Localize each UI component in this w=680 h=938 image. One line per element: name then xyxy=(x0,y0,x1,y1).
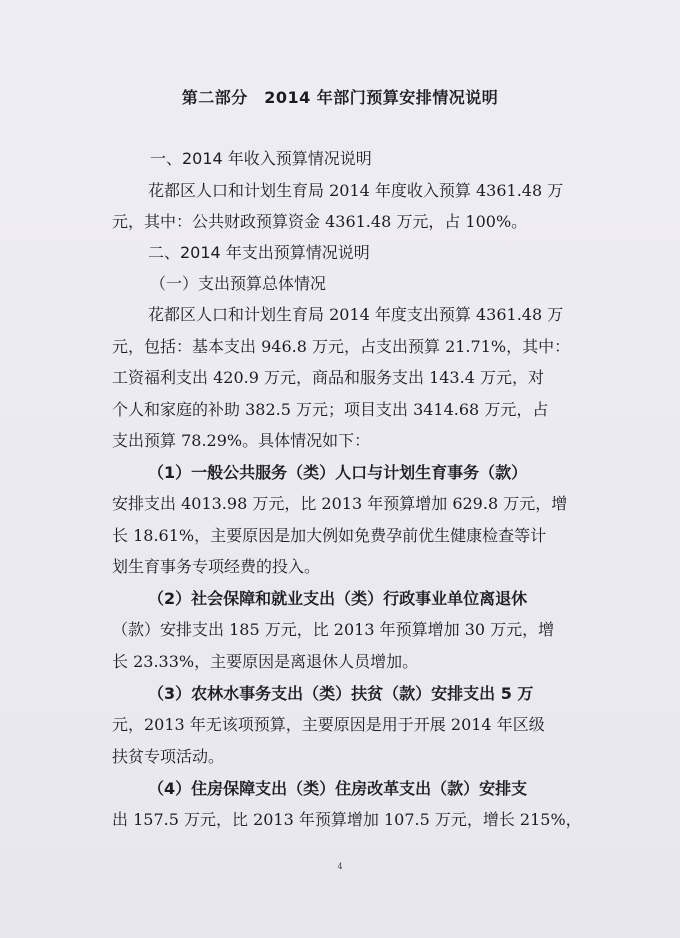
paragraph-line: 划生育事务专项经费的投入。 xyxy=(112,557,321,576)
page-number: 4 xyxy=(337,862,343,871)
item-heading: （3）农林水事务支出（类）扶贫（款）安排支出 5 万 xyxy=(148,684,534,703)
paragraph-line: 安排支出 4013.98 万元，比 2013 年预算增加 629.8 万元，增 xyxy=(112,494,568,513)
subsection-heading: （一）支出预算总体情况 xyxy=(150,274,327,293)
paragraph-line: 花都区人口和计划生育局 2014 年度支出预算 4361.48 万 xyxy=(148,305,564,324)
paragraph-line: 花都区人口和计划生育局 2014 年度收入预算 4361.48 万 xyxy=(148,181,564,200)
paragraph-line: 元，其中：公共财政预算资金 4361.48 万元，占 100%。 xyxy=(112,212,528,231)
paragraph-line: 长 18.61%，主要原因是加大例如免费孕前优生健康检查等计 xyxy=(112,526,547,545)
paragraph-line: 支出预算 78.29%。具体情况如下： xyxy=(112,431,371,450)
paragraph-line: 个人和家庭的补助 382.5 万元；项目支出 3414.68 万元，占 xyxy=(112,400,549,419)
page-title: 第二部分 2014 年部门预算安排情况说明 xyxy=(181,88,499,107)
paragraph-line: 元，2013 年无该项预算，主要原因是用于开展 2014 年区级 xyxy=(112,715,545,734)
item-heading: （2）社会保障和就业支出（类）行政事业单位离退休 xyxy=(148,589,528,608)
paragraph-line: 长 23.33%，主要原因是离退休人员增加。 xyxy=(112,652,419,671)
item-heading: （4）住房保障支出（类）住房改革支出（款）安排支 xyxy=(148,779,528,798)
paragraph-line: 扶贫专项活动。 xyxy=(112,747,225,766)
paragraph-line: 元，包括：基本支出 946.8 万元，占支出预算 21.71%，其中： xyxy=(112,337,571,356)
section-heading-expenditure: 二、2014 年支出预算情况说明 xyxy=(148,243,370,262)
paragraph-line: （款）安排支出 185 万元，比 2013 年预算增加 30 万元，增 xyxy=(112,620,555,639)
paragraph-line: 出 157.5 万元，比 2013 年预算增加 107.5 万元，增长 215%， xyxy=(112,810,582,829)
paragraph-line: 工资福利支出 420.9 万元，商品和服务支出 143.4 万元，对 xyxy=(112,368,544,387)
section-heading-income: 一、2014 年收入预算情况说明 xyxy=(150,149,372,168)
item-heading: （1）一般公共服务（类）人口与计划生育事务（款） xyxy=(148,463,528,482)
